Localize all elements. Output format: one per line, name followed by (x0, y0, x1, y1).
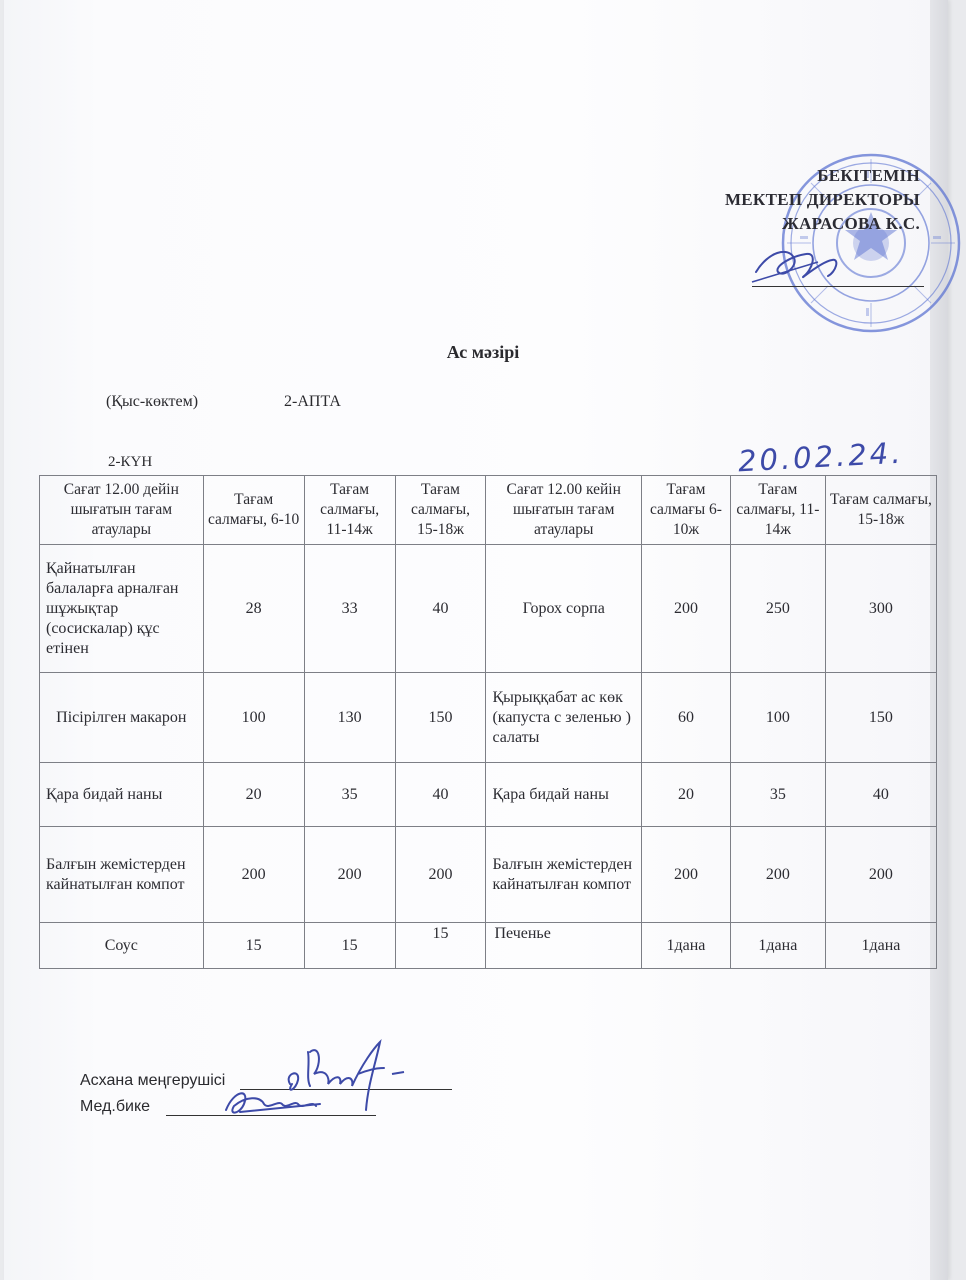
header-weight-11-14-after: Тағам салмағы, 11-14ж (730, 476, 825, 545)
weight-cell: 150 (395, 673, 486, 763)
weight-cell: 35 (730, 763, 825, 827)
table-row (40, 673, 937, 763)
weight-cell: 200 (642, 827, 731, 923)
weight-cell: 100 (730, 673, 825, 763)
table-row (40, 763, 937, 827)
weight-cell: 150 (825, 673, 936, 763)
handwritten-date: 20.02.24. (737, 435, 905, 479)
dish-after: Қара бидай наны (486, 763, 642, 827)
cook-label: Асхана меңгерушісі (80, 1072, 226, 1089)
dish-after: Горох сорпа (486, 545, 642, 673)
weight-cell: 200 (395, 827, 486, 923)
header-before-noon-dishes: Сағат 12.00 дейін шығатын тағам атаулары (40, 476, 204, 545)
table-header-row (40, 476, 937, 545)
approval-line-2: МЕКТЕП ДИРЕКТОРЫ (724, 190, 920, 209)
weight-cell: 33 (304, 545, 395, 673)
table-row (40, 827, 937, 923)
dish-after: Балғын жемістерден кайнатылған компот (486, 827, 642, 923)
header-weight-11-14: Тағам салмағы, 11-14ж (304, 476, 395, 545)
dish-after: Печенье (486, 923, 642, 969)
dish-before: Балғын жемістерден кайнатылған компот (40, 827, 204, 923)
weight-cell: 60 (642, 673, 731, 763)
table-row (40, 923, 937, 969)
weight-cell: 20 (642, 763, 731, 827)
weight-cell: 15 (395, 923, 486, 969)
weight-cell: 40 (395, 763, 486, 827)
weight-cell: 200 (203, 827, 304, 923)
menu-table (39, 475, 937, 969)
weight-cell: 28 (203, 545, 304, 673)
table-row (40, 545, 937, 673)
dish-before: Соус (40, 923, 204, 969)
week-label: 2-АПТА (284, 393, 341, 410)
weight-cell: 200 (304, 827, 395, 923)
dish-after: Қырыққабат ас көк (капуста с зеленью ) салаты (486, 673, 642, 763)
approval-block (725, 164, 920, 236)
weight-cell: 35 (304, 763, 395, 827)
weight-cell: 40 (395, 545, 486, 673)
weight-cell: 200 (730, 827, 825, 923)
dish-before: Қайнатылған балаларға арналған шұжықтар (сосискалар) құс етінен (40, 545, 204, 673)
weight-cell: 15 (203, 923, 304, 969)
season-label: (Қыс-көктем) (106, 393, 199, 410)
dish-before: Қара бидай наны (40, 763, 204, 827)
weight-cell: 1дана (730, 923, 825, 969)
weight-cell: 200 (642, 545, 731, 673)
director-signature (748, 232, 848, 294)
nurse-signature (220, 1084, 360, 1124)
weight-cell: 300 (825, 545, 936, 673)
weight-cell: 40 (825, 763, 936, 827)
weight-cell: 1дана (825, 923, 936, 969)
header-weight-15-18-after: Тағам салмағы, 15-18ж (825, 476, 936, 545)
weight-cell: 20 (203, 763, 304, 827)
approval-line-3: ЖАРАСОВА К.С. (781, 214, 920, 233)
approval-line-1: БЕКІТЕМІН (817, 166, 920, 185)
dish-before: Пісірілген макарон (40, 673, 204, 763)
header-weight-6-10: Тағам салмағы, 6-10 (203, 476, 304, 545)
weight-cell: 1дана (642, 923, 731, 969)
weight-cell: 100 (203, 673, 304, 763)
header-weight-15-18: Тағам салмағы, 15-18ж (395, 476, 486, 545)
nurse-label: Мед.бике (80, 1098, 151, 1115)
weight-cell: 200 (825, 827, 936, 923)
header-weight-6-10-after: Тағам салмағы 6-10ж (642, 476, 731, 545)
weight-cell: 15 (304, 923, 395, 969)
header-after-noon-dishes: Сағат 12.00 кейін шығатын тағам атаулары (486, 476, 642, 545)
weight-cell: 250 (730, 545, 825, 673)
weight-cell: 130 (304, 673, 395, 763)
page-title: Ас мәзірі (446, 342, 520, 362)
day-label: 2-КҮН (108, 454, 153, 470)
